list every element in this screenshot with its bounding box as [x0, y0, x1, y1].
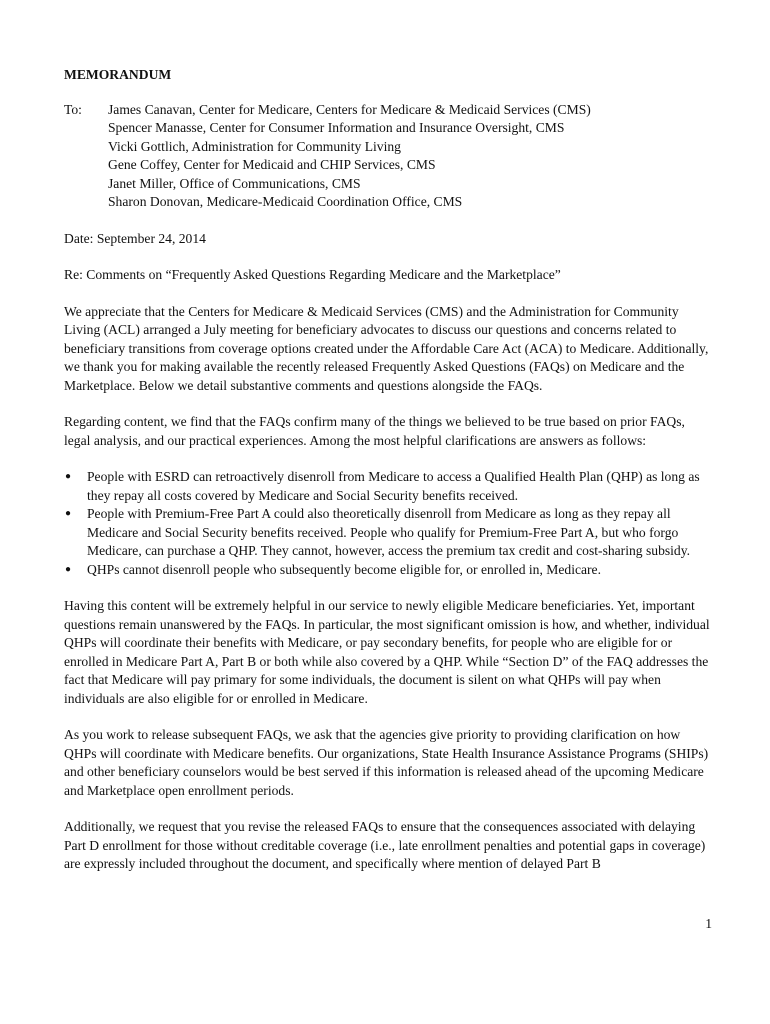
page-number: 1	[705, 916, 712, 931]
clarification-list	[64, 468, 712, 579]
paragraph: We appreciate that the Centers for Medicare & Medicaid Services (CMS) and the Administration for Community Living (ACL) arranged a July meeting for beneficiary advocates to discuss our questions and concerns related to beneficiary transitions from coverage options created under the Affordable Care Act (ACA) to Medicare. Additionally, we thank you for making available the recently released Frequently Asked Questions (FAQs) on Medicare and the Marketplace. Below we detail substantive comments and questions alongside the FAQs.	[64, 303, 709, 393]
recipient-list	[108, 101, 591, 212]
paragraph: Additionally, we request that you revise the released FAQs to ensure that the consequences associated with delaying Part D enrollment for those without creditable coverage (i.e., late enrollment penalties and potential gaps in coverage) are expressly included throughout the document, and specifically where mention of delayed Part B	[64, 819, 706, 871]
memo-body	[64, 66, 712, 874]
list-item-text: People with ESRD can retroactively disenroll from Medicare to access a Qualified Health Plan (QHP) as long as they repay all costs covered by Medicare and Social Security benefits received.	[87, 469, 700, 503]
list-item	[64, 468, 712, 505]
bullet-icon: ●	[65, 471, 72, 482]
recipients-block	[64, 101, 712, 212]
recipient: Sharon Donovan, Medicare-Medicaid Coordination Office, CMS	[108, 194, 463, 209]
date-line: Date: September 24, 2014	[64, 230, 206, 246]
bullet-icon: ●	[65, 508, 72, 519]
recipient: Vicki Gottlich, Administration for Community Living	[108, 138, 401, 154]
memo-heading: MEMORANDUM	[64, 67, 172, 82]
paragraph: As you work to release subsequent FAQs, we ask that the agencies give priority to providing clarification on how QHPs will coordinate with Medicare benefits. Our organizations, State Health Insurance Assistance Programs (SHIPs) and other beneficiary counselors would be best served if this information is released ahead of the upcoming Medicare and Marketplace open enrollment periods.	[64, 727, 709, 798]
list-item-text: People with Premium-Free Part A could also theoretically disenroll from Medicare as long as they repay all Medicare and Social Security benefits received. People who qualify for Premium-Free Part A, but who forgo Medicare, can purchase a QHP. They cannot, however, access the premium tax credit and cost-sharing subsidy.	[87, 506, 691, 558]
bullet-icon: ●	[65, 563, 72, 575]
paragraph: Regarding content, we find that the FAQs confirm many of the things we believed to be true based on prior FAQs, legal analysis, and our practical experiences. Among the most helpful clarifications are answers as follows:	[64, 414, 685, 448]
to-label: To:	[64, 101, 82, 117]
recipient: Gene Coffey, Center for Medicaid and CHIP Services, CMS	[108, 157, 436, 172]
subject-line: Re: Comments on “Frequently Asked Questions Regarding Medicare and the Marketplace”	[64, 267, 561, 282]
list-item	[64, 505, 712, 561]
recipient: James Canavan, Center for Medicare, Centers for Medicare & Medicaid Services (CMS)	[108, 101, 591, 117]
recipient: Spencer Manasse, Center for Consumer Information and Insurance Oversight, CMS	[108, 120, 565, 135]
list-item-text: QHPs cannot disenroll people who subsequently become eligible for, or enrolled in, Medicare.	[87, 561, 601, 577]
recipient: Janet Miller, Office of Communications, CMS	[108, 175, 361, 191]
list-item	[64, 561, 712, 580]
paragraph: Having this content will be extremely helpful in our service to newly eligible Medicare beneficiaries. Yet, important questions remain unanswered by the FAQs. In particular, the most significant omission is how, and whether, individual QHPs will coordinate their benefits with Medicare, or pay secondary benefits, for people who are eligible for or enrolled in Medicare Part A, Part B or both while also covered by a QHP. While “Section D” of the FAQ addresses the fact that Medicare will pay primary for some individuals, the document is silent on what QHPs will pay when individuals are also eligible for or enrolled in Medicare.	[64, 598, 710, 706]
